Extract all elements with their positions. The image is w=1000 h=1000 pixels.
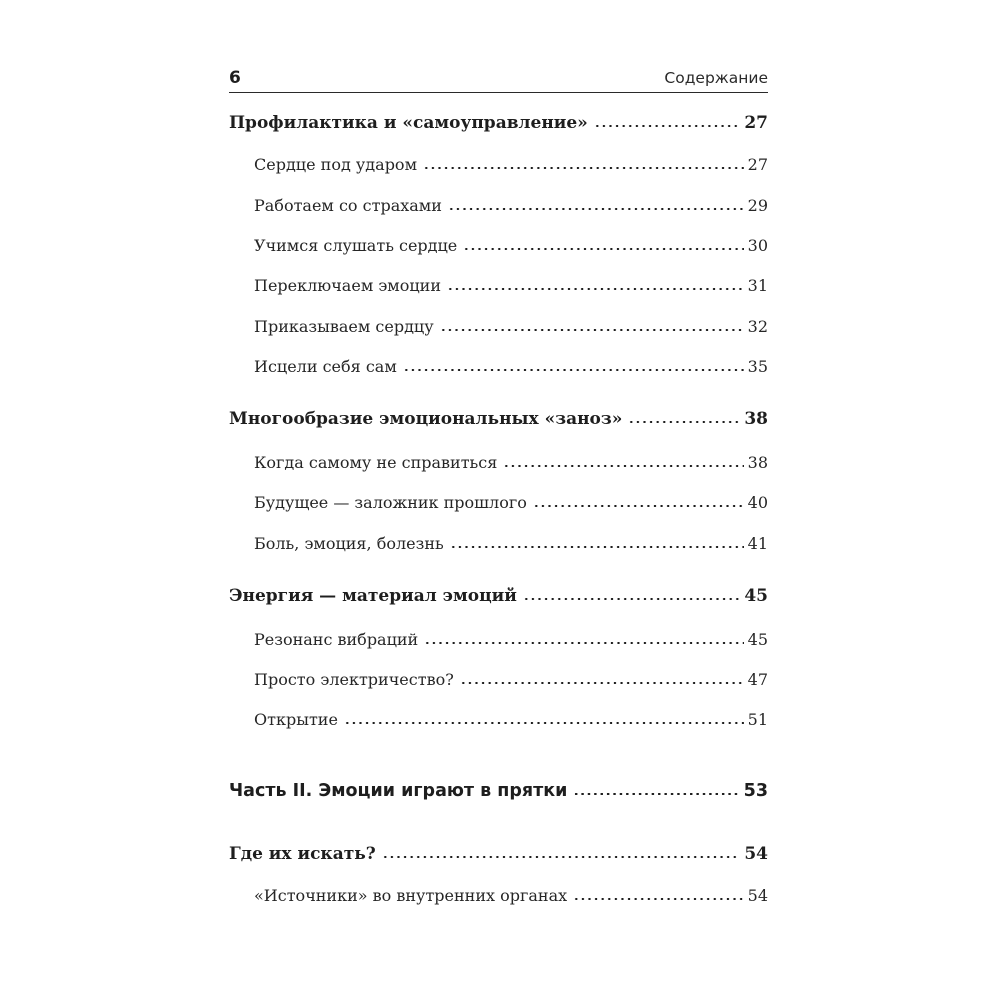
- toc-entry-title: «Источники» во внутренних органах: [254, 886, 568, 905]
- page-number: 6: [229, 68, 241, 88]
- dot-leader: [382, 856, 741, 858]
- toc-entry-page: 54: [747, 886, 768, 905]
- toc-entry-title: Многообразие эмоциональных «заноз»: [229, 409, 623, 429]
- toc-entry-title: Энергия — материал эмоций: [229, 586, 517, 606]
- dot-leader: [523, 598, 740, 600]
- toc-entry-title: Работаем со страхами: [254, 196, 442, 215]
- toc-entry-page: 54: [744, 844, 768, 864]
- toc-entry-page: 38: [747, 453, 768, 472]
- toc-section: [254, 236, 768, 264]
- toc-entry-title: Где их искать?: [229, 844, 376, 864]
- toc-section: [254, 886, 768, 914]
- dot-leader: [448, 208, 744, 210]
- toc-section: [254, 630, 768, 658]
- toc-section: [254, 453, 768, 481]
- dot-leader: [503, 465, 743, 467]
- toc-entry-page: 27: [744, 113, 768, 133]
- toc-entry-title: Боль, эмоция, болезнь: [254, 534, 444, 553]
- dot-leader: [533, 505, 744, 507]
- dot-leader: [447, 288, 744, 290]
- toc-section: [254, 276, 768, 304]
- toc-chapter: [229, 409, 768, 437]
- toc-entry-page: 45: [747, 630, 768, 649]
- running-head: [229, 68, 768, 93]
- toc-section: [254, 357, 768, 385]
- dot-leader: [573, 793, 739, 795]
- toc-chapter: [229, 844, 768, 872]
- toc-section: [254, 317, 768, 345]
- toc-entry-page: 45: [744, 586, 768, 606]
- toc-chapter: [229, 113, 768, 141]
- dot-leader: [344, 722, 744, 724]
- toc-entry-title: Профилактика и «самоуправление»: [229, 113, 588, 133]
- toc-entry-page: 27: [747, 155, 768, 174]
- toc-entry-page: 38: [744, 409, 768, 429]
- toc-section: [254, 155, 768, 183]
- dot-leader: [424, 642, 743, 644]
- dot-leader: [450, 546, 744, 548]
- toc-entry-title: Переключаем эмоции: [254, 276, 441, 295]
- dot-leader: [594, 125, 741, 127]
- section-title: Содержание: [664, 69, 768, 87]
- dot-leader: [573, 898, 744, 900]
- toc-entry-title: Приказываем сердцу: [254, 317, 434, 336]
- dot-leader: [423, 167, 744, 169]
- toc-section: [254, 670, 768, 698]
- dot-leader: [628, 421, 740, 423]
- toc-entry-title: Просто электричество?: [254, 670, 454, 689]
- toc-section: [254, 493, 768, 521]
- dot-leader: [460, 682, 744, 684]
- toc-entry-page: 30: [747, 236, 768, 255]
- toc-entry-page: 35: [747, 357, 768, 376]
- toc-entry-page: 32: [747, 317, 768, 336]
- toc-entry-title: Резонанс вибраций: [254, 630, 419, 649]
- toc-entry-page: 31: [747, 276, 768, 295]
- dot-leader: [440, 329, 744, 331]
- toc-section: [254, 196, 768, 224]
- dot-leader: [463, 248, 743, 250]
- toc-chapter: [229, 586, 768, 614]
- toc-entry-title: Часть II. Эмоции играют в прятки: [229, 781, 568, 801]
- dot-leader: [403, 369, 744, 371]
- toc-entry-page: 40: [747, 493, 768, 512]
- toc-entry-page: 47: [747, 670, 768, 689]
- toc-entry-page: 41: [747, 534, 768, 553]
- toc-entry-title: Исцели себя сам: [254, 357, 397, 376]
- toc-entry-page: 29: [747, 196, 768, 215]
- toc-entry-page: 53: [743, 781, 768, 801]
- toc-section: [254, 534, 768, 562]
- toc-entry-title: Учимся слушать сердце: [254, 236, 458, 255]
- toc-entry-title: Будущее — заложник прошлого: [254, 493, 527, 512]
- toc-part: [229, 781, 768, 809]
- toc-entry-title: Сердце под ударом: [254, 155, 418, 174]
- toc-entry-page: 51: [747, 710, 768, 729]
- toc-entry-title: Открытие: [254, 710, 338, 729]
- toc-entry-title: Когда самому не справиться: [254, 453, 498, 472]
- toc-section: [254, 710, 768, 738]
